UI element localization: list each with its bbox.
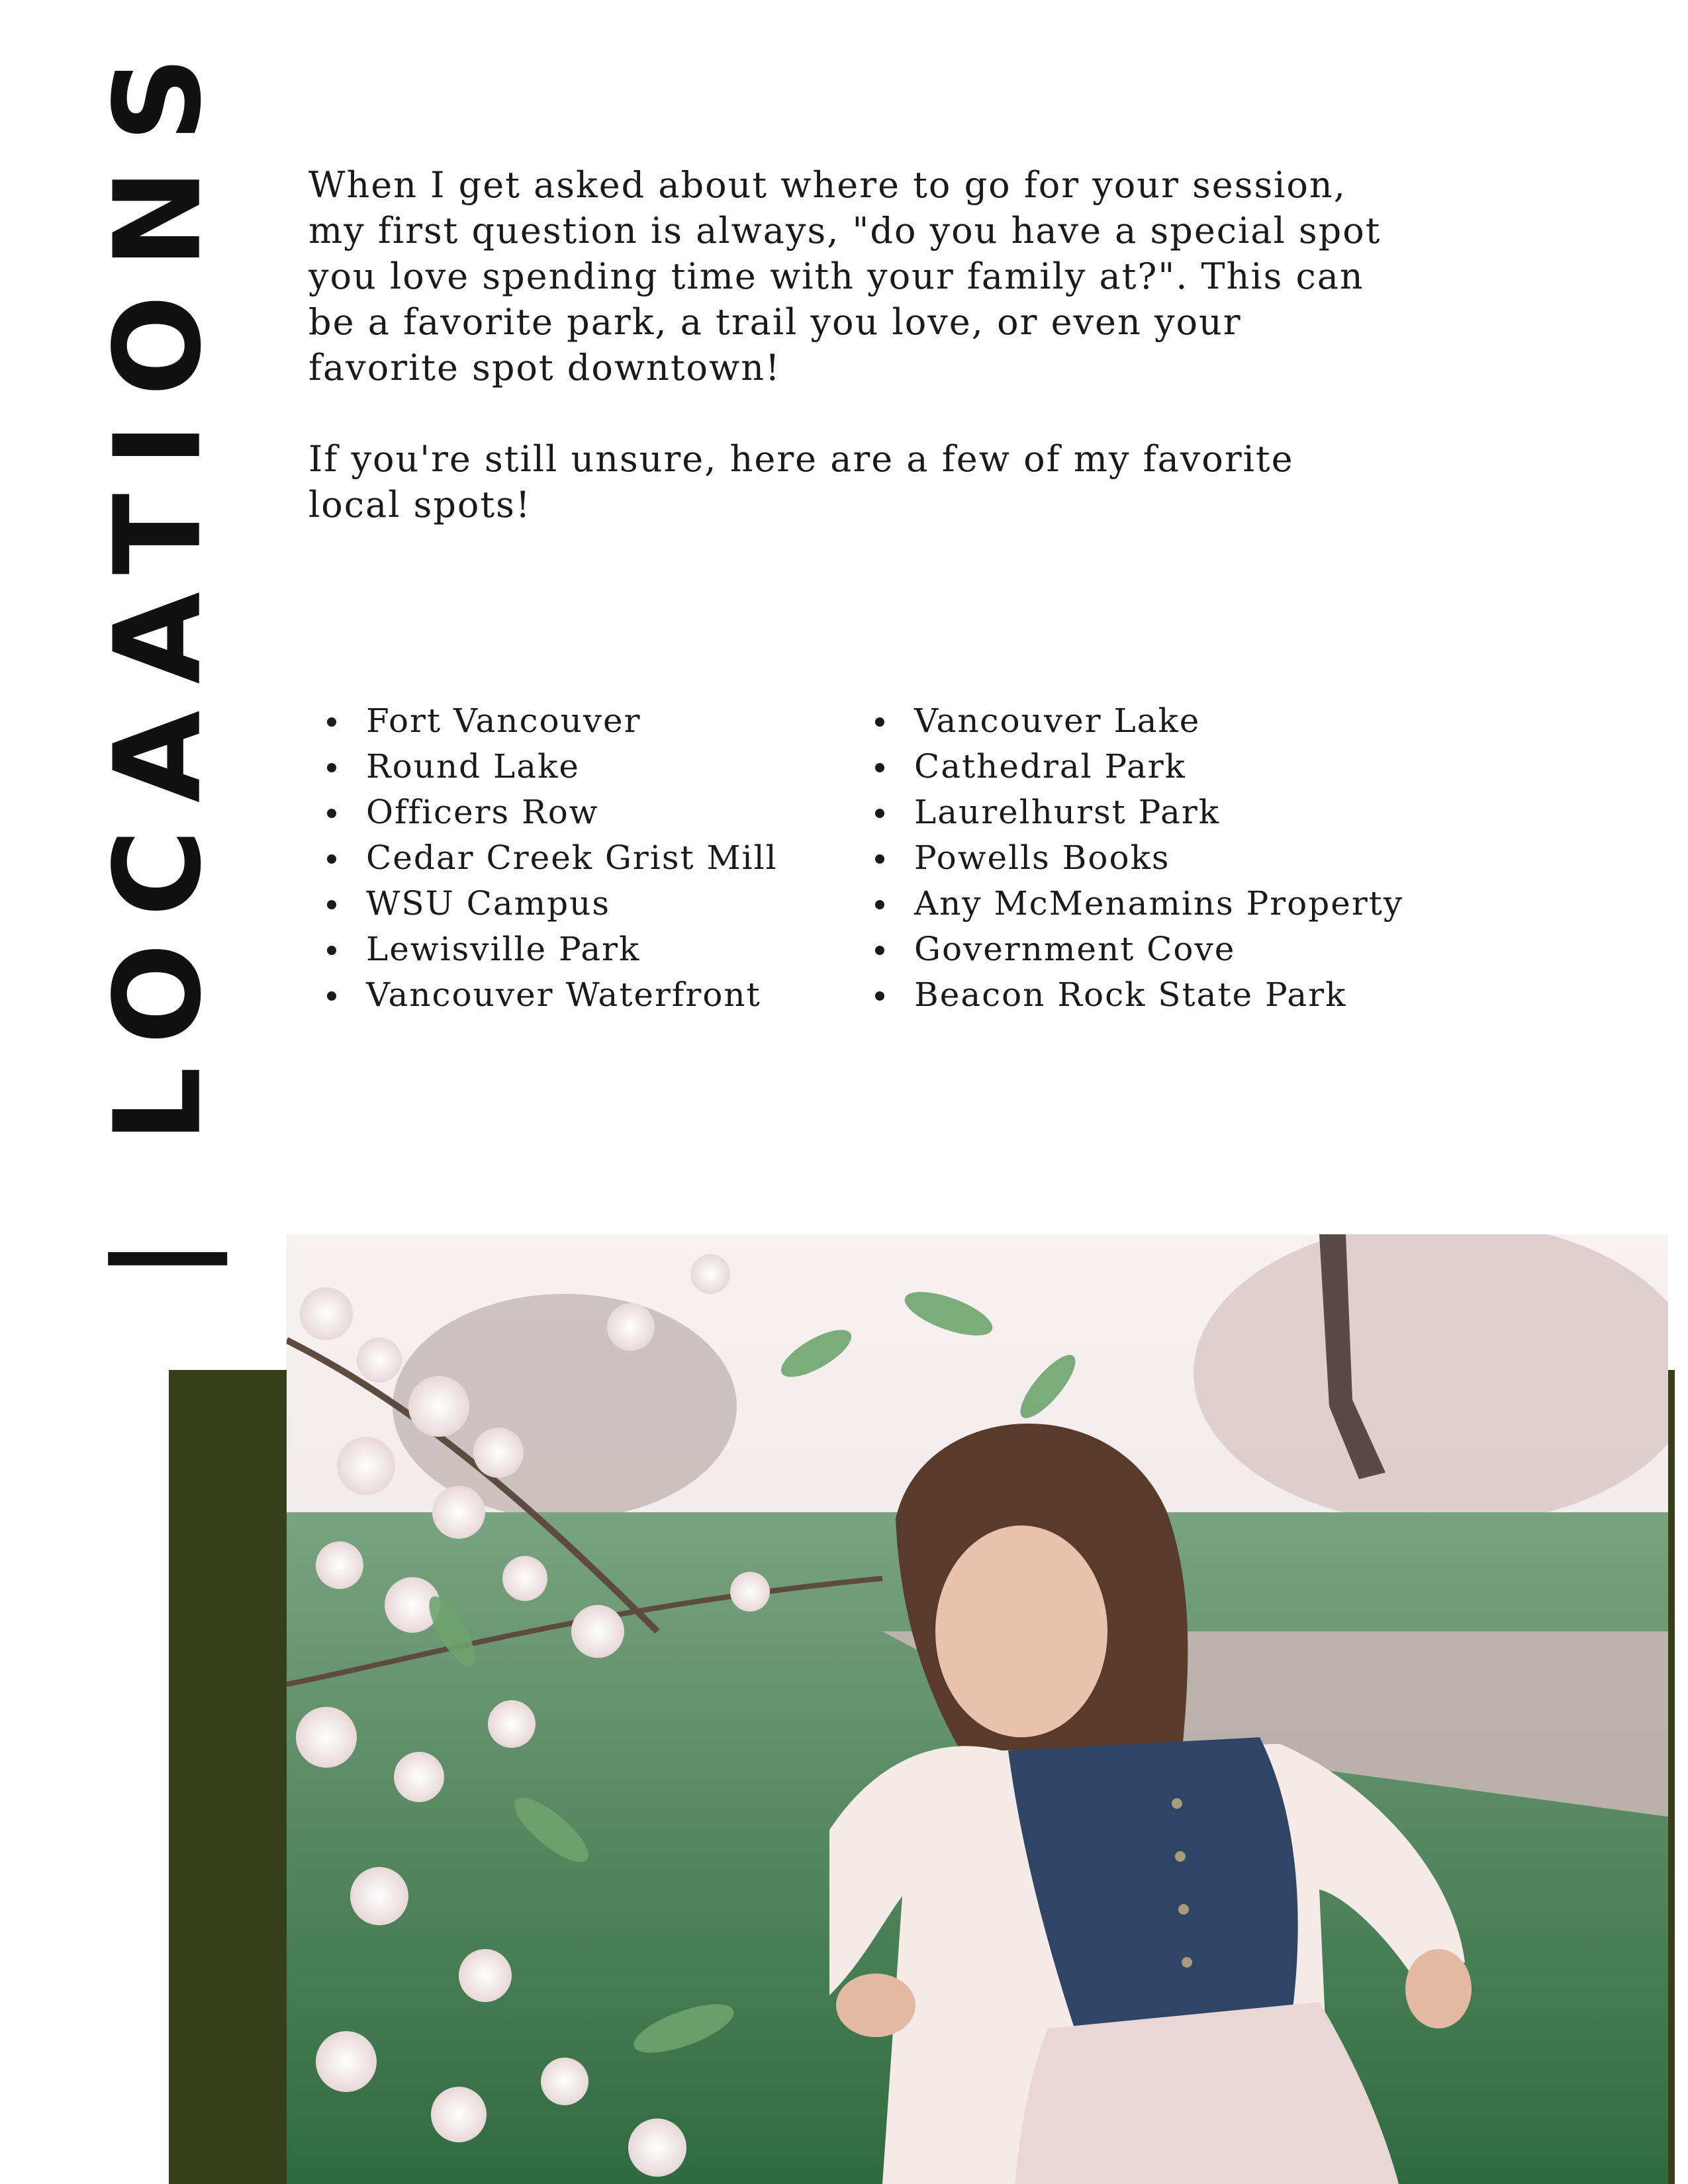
list-item: Fort Vancouver: [310, 698, 778, 744]
photo-illustration: [287, 1234, 1668, 2184]
list-item: WSU Campus: [310, 881, 778, 927]
intro-text: [308, 162, 1394, 573]
locations-list-right: [858, 698, 1403, 1018]
intro-paragraph-1: When I get asked about where to go for your session, my first question is always, "do you have a special spot you love spending time with your family at?". This can be a favorite park, a trail you love, or even your favorite spot downtown!: [308, 164, 1382, 388]
list-item: Round Lake: [310, 744, 778, 790]
list-item: Powells Books: [858, 835, 1403, 881]
list-item: Any McMenamins Property: [858, 881, 1403, 927]
list-item: Cathedral Park: [858, 744, 1403, 790]
child-in-blossoms-photo: [287, 1234, 1668, 2184]
locations-list-left: [310, 698, 778, 1018]
page-title-text: | LOCAATIONS: [89, 30, 228, 1281]
list-item: Cedar Creek Grist Mill: [310, 835, 778, 881]
list-item: Officers Row: [310, 790, 778, 835]
list-item: Lewisville Park: [310, 927, 778, 972]
list-item: Beacon Rock State Park: [858, 972, 1403, 1018]
list-item: Vancouver Lake: [858, 698, 1403, 744]
list-item: Laurelhurst Park: [858, 790, 1403, 835]
list-item: Government Cove: [858, 927, 1403, 972]
page-title: [86, 30, 232, 1281]
intro-paragraph-2: If you're still unsure, here are a few of my favorite local spots!: [308, 438, 1294, 525]
list-item: Vancouver Waterfront: [310, 972, 778, 1018]
